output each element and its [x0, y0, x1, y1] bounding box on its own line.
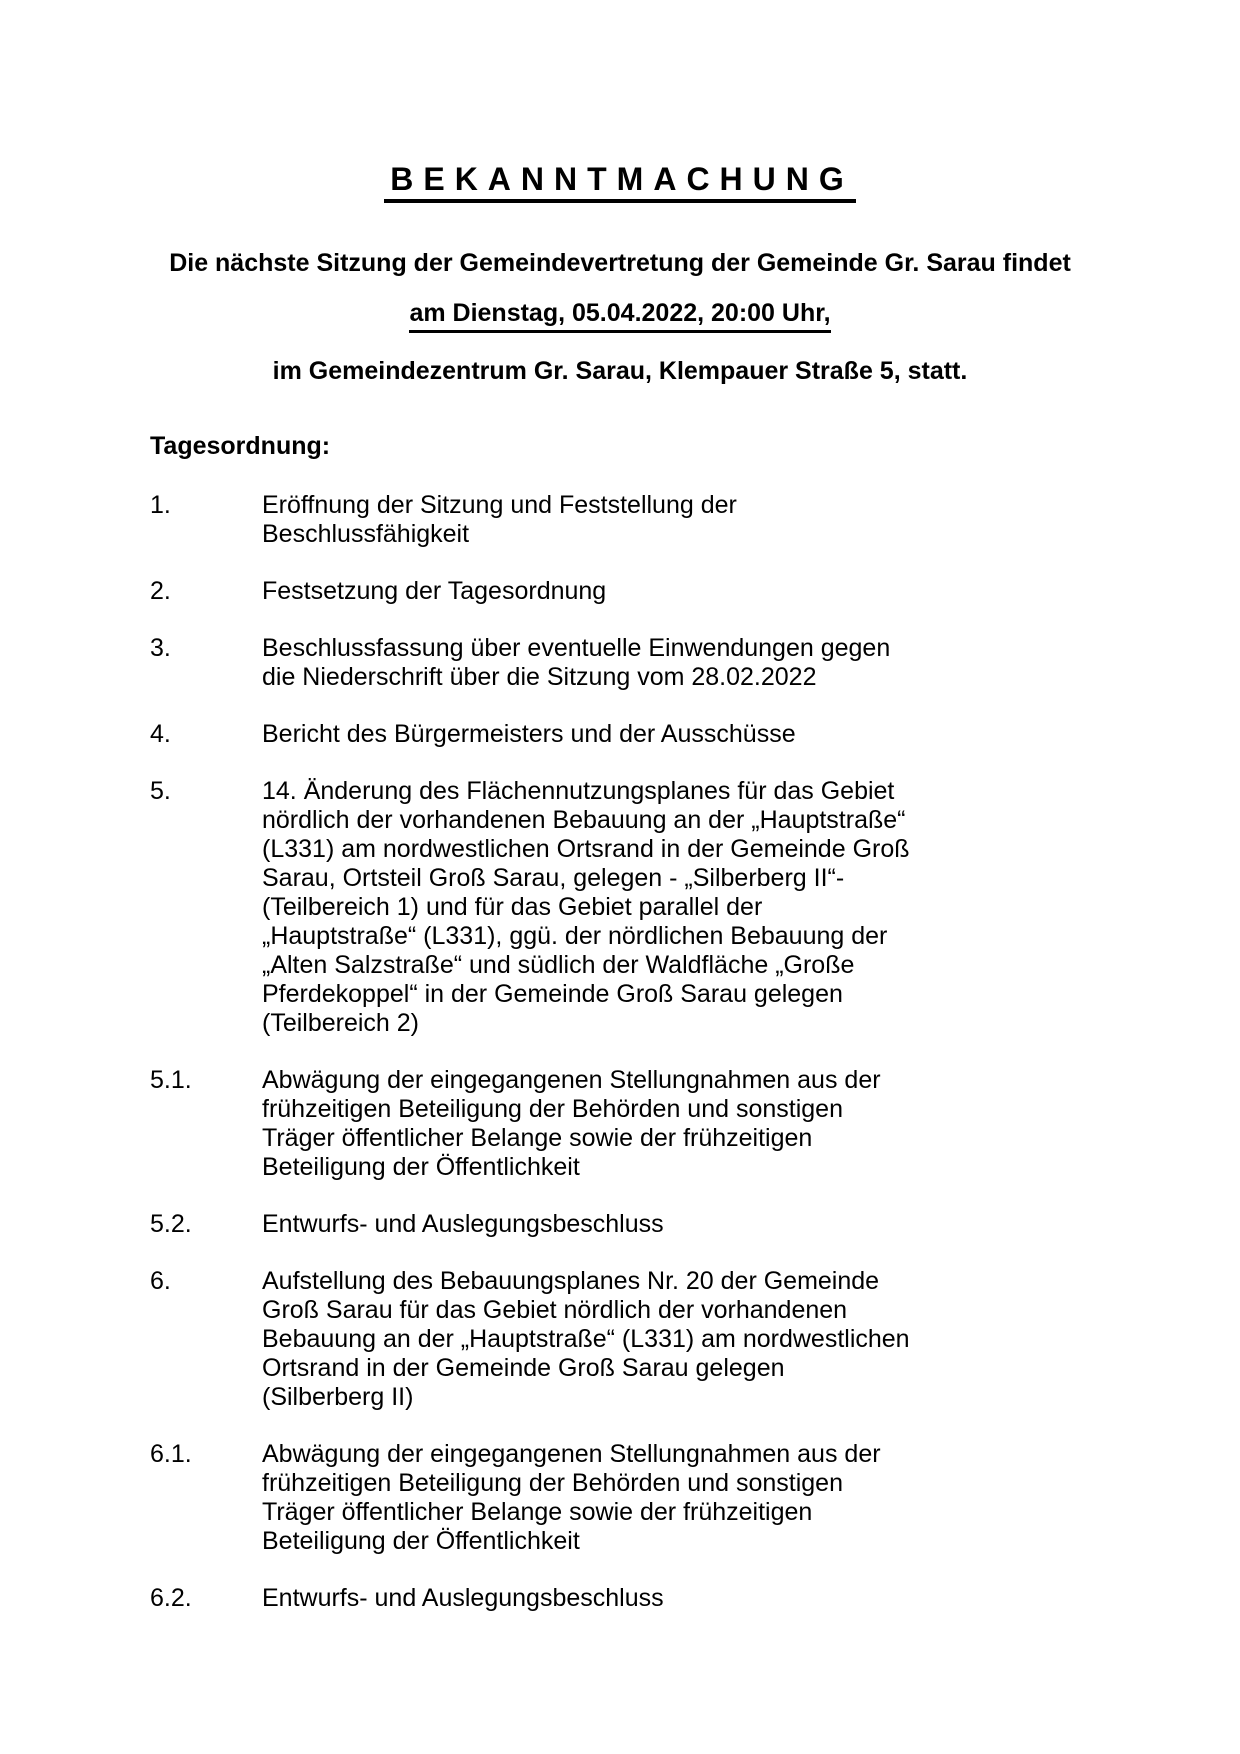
agenda-item-line: Beteiligung der Öffentlichkeit: [262, 1153, 580, 1181]
agenda-item-line: Entwurfs- und Auslegungsbeschluss: [262, 1210, 664, 1238]
agenda-item-line: Abwägung der eingegangenen Stellungnahmen aus der: [262, 1066, 881, 1094]
agenda-item-line: Groß Sarau für das Gebiet nördlich der vorhandenen: [262, 1296, 848, 1324]
intro-line-2-text: am Dienstag, 05.04.2022, 20:00 Uhr,: [409, 298, 830, 333]
agenda-item-line: Sarau, Ortsteil Groß Sarau, gelegen - „Silberberg II“-: [262, 864, 845, 892]
agenda-item-line: „Hauptstraße“ (L331), ggü. der nördlichen Bebauung der: [262, 922, 888, 950]
agenda-item: [150, 720, 1240, 749]
agenda-item-text: [262, 777, 952, 1038]
agenda-item: [150, 777, 1240, 1038]
agenda-heading: Tagesordnung:: [150, 432, 331, 460]
agenda-list: [150, 491, 1240, 1613]
agenda-item: [150, 1267, 1240, 1412]
intro-line-1: Die nächste Sitzung der Gemeindevertretung der Gemeinde Gr. Sarau findet: [169, 249, 1071, 277]
agenda-item-number: 6.1.: [150, 1440, 192, 1468]
agenda-item-line: Ortsrand in der Gemeinde Groß Sarau gelegen: [262, 1354, 785, 1382]
agenda-item-number: 2.: [150, 577, 171, 605]
agenda-item-number: 4.: [150, 720, 171, 748]
agenda-item: [150, 1584, 1240, 1613]
agenda-item-number: 1.: [150, 491, 171, 519]
agenda-item-number: 6.2.: [150, 1584, 192, 1612]
agenda-item-line: Beschlussfähigkeit: [262, 520, 470, 548]
agenda-item: [150, 491, 1240, 549]
agenda-item-text: [262, 1267, 952, 1412]
page-title-text: BEKANNTMACHUNG: [384, 160, 856, 203]
agenda-item-text: [262, 491, 952, 549]
agenda-item-line: Abwägung der eingegangenen Stellungnahmen aus der: [262, 1440, 881, 1468]
agenda-item-text: [262, 634, 952, 692]
agenda-item-line: Aufstellung des Bebauungsplanes Nr. 20 der Gemeinde: [262, 1267, 880, 1295]
intro-line-3: im Gemeindezentrum Gr. Sarau, Klempauer Straße 5, statt.: [272, 357, 968, 385]
agenda-item-line: Beteiligung der Öffentlichkeit: [262, 1527, 580, 1555]
agenda-item-line: (Teilbereich 1) und für das Gebiet parallel der: [262, 893, 763, 921]
agenda-item-line: Bebauung an der „Hauptstraße“ (L331) am nordwestlichen: [262, 1325, 910, 1353]
agenda-item-line: Pferdekoppel“ in der Gemeinde Groß Sarau gelegen: [262, 980, 843, 1008]
page-title: [0, 160, 1240, 203]
agenda-item-number: 5.1.: [150, 1066, 192, 1094]
agenda-item: [150, 1210, 1240, 1239]
agenda-item-line: (L331) am nordwestlichen Ortsrand in der Gemeinde Groß: [262, 835, 910, 863]
agenda-item-text: [262, 1440, 952, 1556]
agenda-item-number: 5.: [150, 777, 171, 805]
agenda-item-text: [262, 720, 952, 749]
agenda-item-line: Träger öffentlicher Belange sowie der frühzeitigen: [262, 1124, 813, 1152]
agenda-item-text: [262, 1584, 952, 1613]
agenda-item-line: Entwurfs- und Auslegungsbeschluss: [262, 1584, 664, 1612]
agenda-item-line: Festsetzung der Tagesordnung: [262, 577, 607, 605]
agenda-item-text: [262, 1210, 952, 1239]
agenda-item: [150, 1440, 1240, 1556]
agenda-item: [150, 577, 1240, 606]
agenda-item: [150, 1066, 1240, 1182]
agenda-item-line: frühzeitigen Beteiligung der Behörden und sonstigen: [262, 1469, 843, 1497]
agenda-item-line: (Silberberg II): [262, 1383, 414, 1411]
agenda-item-number: 3.: [150, 634, 171, 662]
agenda-item-line: Träger öffentlicher Belange sowie der frühzeitigen: [262, 1498, 813, 1526]
agenda-item-number: 6.: [150, 1267, 171, 1295]
agenda-item: [150, 634, 1240, 692]
agenda-item-line: (Teilbereich 2): [262, 1009, 420, 1037]
agenda-item-line: die Niederschrift über die Sitzung vom 28.02.2022: [262, 663, 817, 691]
agenda-item-line: Beschlussfassung über eventuelle Einwendungen gegen: [262, 634, 891, 662]
agenda-item-number: 5.2.: [150, 1210, 192, 1238]
agenda-item-line: Bericht des Bürgermeisters und der Ausschüsse: [262, 720, 796, 748]
agenda-item-line: 14. Änderung des Flächennutzungsplanes für das Gebiet: [262, 777, 895, 805]
agenda-item-text: [262, 577, 952, 606]
agenda-item-line: frühzeitigen Beteiligung der Behörden und sonstigen: [262, 1095, 843, 1123]
agenda-item-text: [262, 1066, 952, 1182]
agenda-item-line: „Alten Salzstraße“ und südlich der Waldfläche „Große: [262, 951, 855, 979]
intro-line-2: [0, 298, 1240, 333]
agenda-item-line: Eröffnung der Sitzung und Feststellung der: [262, 491, 737, 519]
agenda-item-line: nördlich der vorhandenen Bebauung an der „Hauptstraße“: [262, 806, 906, 834]
